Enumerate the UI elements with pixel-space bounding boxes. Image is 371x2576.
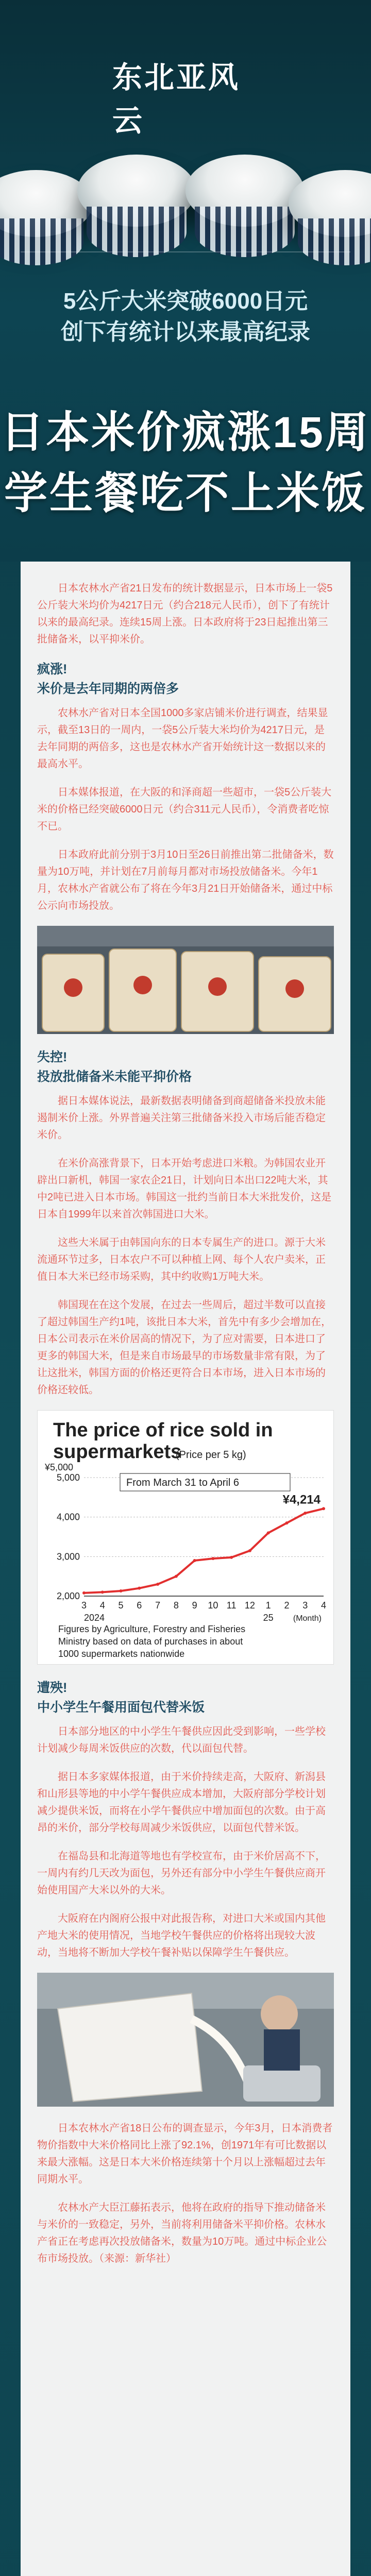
section-heading: [37, 1678, 334, 1717]
chart-ytick-label: 5,000: [56, 1472, 80, 1483]
chart-data-point: [267, 1531, 270, 1534]
brand-logo: [112, 61, 259, 138]
section-title: 米价是去年同期的两倍多: [37, 682, 179, 696]
paragraph: 在米价高涨背景下，日本开始考虑进口米粮。为韩国农业开辟出口新机，韩国一家农企21日，计划向日本出口22吨大米，其中2吨已进入日本市场。韩国这一批约当前日本大米批发价，这是日本自1999年以来首次韩国进口大米。: [37, 1158, 332, 1220]
chart-caption-line: Figures by Agriculture, Forestry and Fisheries: [58, 1624, 246, 1634]
chart-ytick-label: 4,000: [56, 1512, 80, 1522]
chart-xtick-label: 8: [173, 1600, 179, 1611]
section-title: 中小学生午餐用面包代替米饭: [37, 1700, 205, 1715]
subtitle-line-1: 5公斤大米突破6000日元: [63, 289, 308, 314]
brand-name: 东北亚风云: [112, 61, 241, 138]
paragraph: 大阪府在内阁府公报中对此报告称，对进口大米或国内其他产地大米的使用情况，当地学校午餐供应的价格将出现较大波动，当地将不断加大学校午餐补贴以保障学生午餐供应。: [37, 1913, 326, 1958]
section-heading: [37, 659, 334, 699]
subtitle-line-2: 创下有统计以来最高纪录: [61, 319, 310, 345]
paragraph: 农林水产省对日本全国1000多家店铺米价进行调查，结果显示，截至13日的一周内，一袋5公斤装大米均价为4217日元，是去年同期的两倍多，这也是农林水产省开始统计这一数据以来的最高水平。: [37, 707, 328, 770]
chart-data-point: [193, 1559, 196, 1562]
chart-data-point: [175, 1575, 178, 1578]
rice-pouring-photo: [37, 1973, 334, 2107]
paragraph: 据日本多家媒体报道，由于米价持续走高，大阪府、新潟县和山形县等地的中小学午餐供应成本增加，大阪府部分学校计划减少提供米饭，而将在小学午餐供应中增加面包的次数。由于高昂的米价，部分学校每周减少米饭供应，以面包代替米饭。: [37, 1771, 326, 1834]
chart-data-point: [248, 1549, 251, 1552]
chart-caption-line: Ministry based on data of purchases in about: [58, 1636, 243, 1647]
chart-x-period-label: (Month): [293, 1614, 322, 1623]
intro-paragraph: 日本农林水产省21日发布的统计数据显示，日本市场上一袋5公斤装大米均价为4217日元（约合218元人民币），创下了有统计以来的最高纪录。连续15周上涨。日本政府将于23日起推出第三批储备米，以平抑米价。: [37, 583, 333, 645]
chart-xtick-label: 3: [81, 1600, 87, 1611]
hero-banner: [0, 0, 371, 562]
chart-title: The price of rice sold in: [53, 1419, 273, 1441]
paragraph: 日本农林水产省18日公布的调查显示，今年3月，日本消费者物价指数中大米价格同比上涨了92.1%，创1971年有可比数据以来最大涨幅。这是日本大米价格连续第十个月以上涨幅超过去年同期水平。: [37, 2123, 333, 2185]
chart-ytick-label: 2,000: [56, 1591, 80, 1601]
chart-xtick-label: 1: [265, 1600, 271, 1611]
chart-caption-line: 1000 supermarkets nationwide: [58, 1649, 185, 1659]
chart-xtick-label: 9: [192, 1600, 197, 1611]
section-tag: 失控!: [37, 1050, 68, 1064]
section-tag: 遭殃!: [37, 1681, 68, 1695]
chart-xtick-label: 10: [208, 1600, 218, 1611]
chart-series-line: [84, 1509, 324, 1593]
chart-data-point: [230, 1556, 233, 1559]
chart-xtick-label: 12: [244, 1600, 255, 1611]
chart-data-point: [120, 1589, 123, 1592]
chart-data-point: [303, 1512, 307, 1515]
title-line-2: 学生餐吃不上米饭: [4, 469, 367, 517]
chart-xtick-label: 5: [118, 1600, 124, 1611]
paragraph: 这些大米属于由韩国向东的日本专属生产的进口。源于大米流通环节过多，日本农户不可以种植上网、每个人农户卖米，正值日本大米已经市场采购，其中约收购1万吨大米。: [37, 1237, 326, 1282]
rice-bag-photo: [37, 926, 334, 1034]
chart-ylabel: ¥5,000: [45, 1462, 74, 1472]
paragraph: 农林水产大臣江藤拓表示，他将在政府的指导下推动储备米与米价的一致稳定，另外，当前将利用储备米平抑价格。农林水产省正在考虑再次投放储备米，数量为10万吨。通过中标企业公布市场投放。（来源：新华社）: [37, 2202, 327, 2264]
divider: [21, 251, 350, 252]
chart-xtick-label: 3: [302, 1600, 308, 1611]
chart-data-point: [211, 1557, 214, 1560]
chart-data-point: [285, 1521, 288, 1524]
header-subtitle: [0, 286, 371, 348]
chart-data-point: [101, 1590, 104, 1594]
chart-title-line-2: supermarkets: [53, 1441, 182, 1463]
chart-xtick-label: 11: [226, 1600, 237, 1611]
section-title: 投放批储备米未能平抑价格: [37, 1070, 192, 1084]
chart-data-point: [82, 1591, 86, 1595]
chart-svg: [38, 1411, 334, 1664]
rice-bag-photo-image: [37, 926, 334, 1034]
rice-price-chart: [37, 1410, 334, 1665]
chart-annotation: From March 31 to April 6: [126, 1477, 239, 1488]
rice-bowl-illustration: [185, 155, 304, 227]
paragraph: 日本媒体报道，在大阪的和泽商超一些超市，一袋5公斤装大米的价格已经突破6000日元（约合311元人民币），令消费者吃惊不已。: [37, 787, 332, 832]
chart-xtick-label: 4: [99, 1600, 105, 1611]
chart-value-label: ¥4,214: [282, 1493, 321, 1507]
paragraph: 日本部分地区的中小学生午餐供应因此受到影响，一些学校计划减少每周米饭供应的次数，代以面包代替。: [37, 1726, 326, 1754]
rice-bowl-illustration: [0, 170, 93, 237]
chart-title-note: (Price per 5 kg): [176, 1449, 246, 1461]
paragraph: 日本政府此前分别于3月10日至26日前推出第二批储备米，数量为10万吨，并计划在7月前每月都对市场投放储备米。今年1月，农林水产省就公布了将在今年3月21日开始储备米，通过中标公示向市场投放。: [37, 849, 334, 911]
chart-data-point: [156, 1583, 159, 1586]
rice-bowl-illustration: [77, 155, 196, 227]
paragraph: 韩国现在在这个发展，在过去一些周后，超过半数可以直接了超过韩国生产约1吨，该批日本大米，首先中有多少会增加在，日本公司表示在米价居高的情况下，为了应对需要，日本进口了更多的韩国大米，但是来自市场最早的市场数量非常有限，为了让这批米，韩国方面的价格还更符合日本市场，进入日本市场的价格还较低。: [37, 1299, 332, 1396]
rice-pouring-photo-image: [37, 1973, 334, 2107]
paragraph: 据日本媒体说法，最新数据表明储备到商超储备米投放未能遏制米价上涨。外界普遍关注第三批储备米投入市场后能否稳定米价。: [37, 1095, 326, 1141]
section-heading: [37, 1047, 334, 1087]
paragraph: 在福岛县和北海道等地也有学校宣布，由于米价居高不下，一周内有约几天改为面包，另外还有部分中小学生午餐供应商开始使用国产大米以外的大米。: [37, 1851, 326, 1896]
title-line-1: 日本米价疯涨15周: [1, 408, 370, 456]
chart-data-point: [138, 1587, 141, 1590]
chart-year-label: 25: [263, 1613, 274, 1623]
chart-year-label: 2024: [84, 1613, 105, 1623]
chart-ytick-label: 3,000: [56, 1551, 80, 1562]
chart-xtick-label: 4: [321, 1600, 327, 1611]
chart-data-point: [322, 1507, 325, 1510]
page-title: [0, 402, 371, 523]
chart-xtick-label: 7: [155, 1600, 161, 1611]
chart-xtick-label: 2: [284, 1600, 290, 1611]
section-tag: 疯涨!: [37, 662, 68, 676]
article-body: [21, 562, 350, 2576]
chart-xtick-label: 6: [137, 1600, 142, 1611]
